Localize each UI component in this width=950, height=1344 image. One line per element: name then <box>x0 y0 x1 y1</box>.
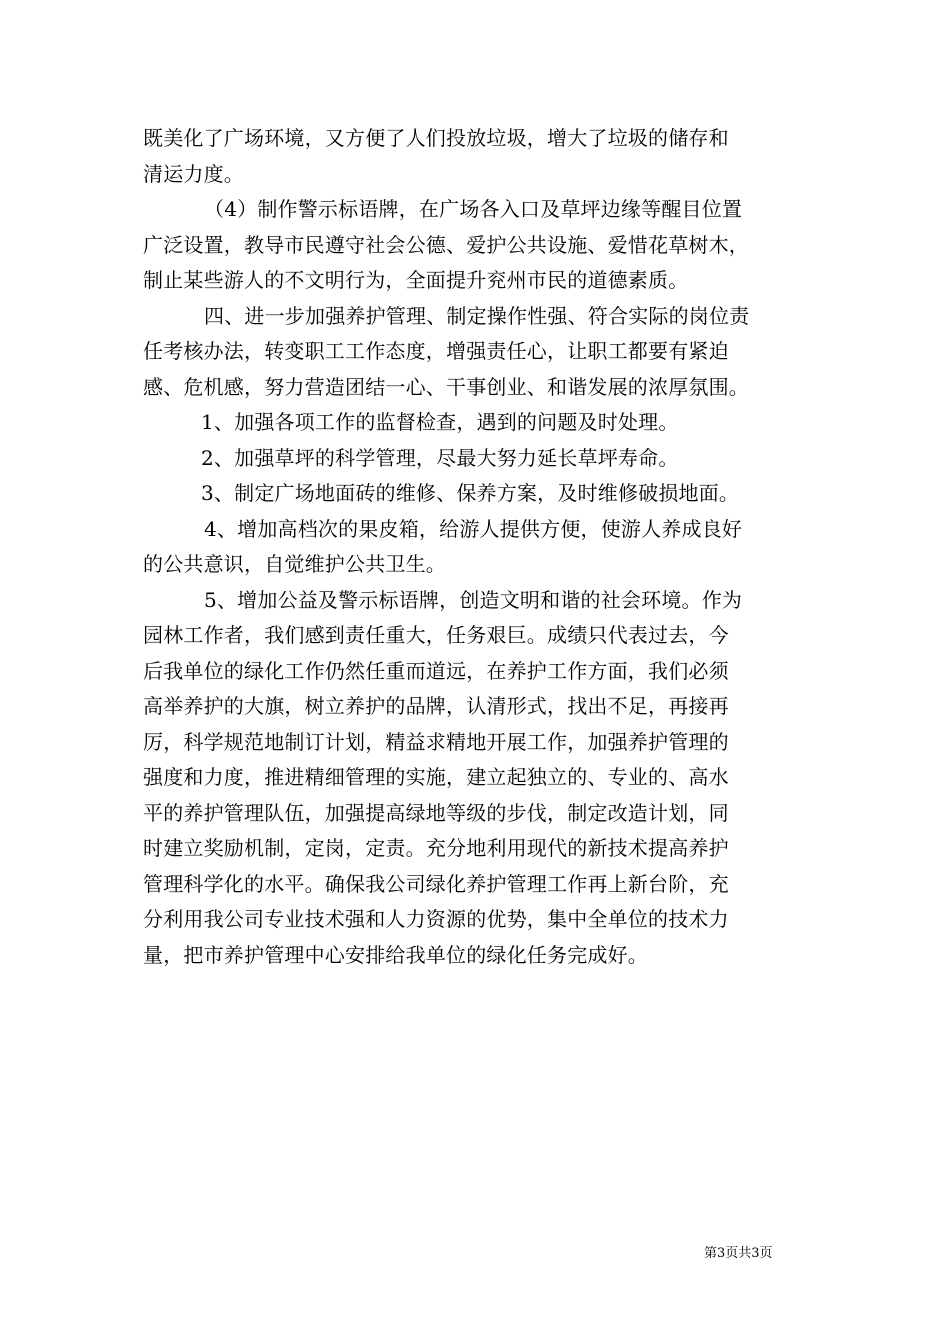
text-line: 量，把市养护管理中心安排给我单位的绿化任务完成好。 <box>143 942 648 967</box>
text-line: 5、增加公益及警示标语牌，创造文明和谐的社会环境。作为 <box>204 587 743 612</box>
text-line: 高举养护的大旗，树立养护的品牌，认清形式，找出不足，再接再 <box>143 694 729 718</box>
text-line: 四、进一步加强养护管理、制定操作性强、符合实际的岗位责 <box>204 303 750 328</box>
text-line: 平的养护管理队伍，加强提高绿地等级的步伐，制定改造计划，同 <box>143 800 729 825</box>
text-line: 任考核办法，转变职工工作态度，增强责任心，让职工都要有紧迫 <box>143 339 729 363</box>
text-line: 的公共意识，自觉维护公共卫生。 <box>143 552 446 576</box>
text-line: 制止某些游人的不文明行为，全面提升兖州市民的道德素质。 <box>143 268 689 292</box>
text-line: 1、加强各项工作的监督检查，遇到的问题及时处理。 <box>201 410 679 434</box>
text-line: 强度和力度，推进精细管理的实施，建立起独立的、专业的、高水 <box>143 765 729 789</box>
text-line: 园林工作者，我们感到责任重大，任务艰巨。成绩只代表过去，今 <box>143 623 729 647</box>
page-number: 第3页共3页 <box>704 1246 773 1261</box>
text-line: 分利用我公司专业技术强和人力资源的优势，集中全单位的技术力 <box>143 907 729 931</box>
text-line: 清运力度。 <box>143 161 244 186</box>
text-line: 后我单位的绿化工作仍然任重而道远，在养护工作方面，我们必须 <box>143 658 729 683</box>
text-line: （4）制作警示标语牌，在广场各入口及草坪边缘等醒目位置 <box>204 197 743 221</box>
text-line: 时建立奖励机制，定岗，定责。充分地利用现代的新技术提高养护 <box>143 836 729 860</box>
text-line: 管理科学化的水平。确保我公司绿化养护管理工作再上新台阶，充 <box>143 871 729 896</box>
text-line: 2、加强草坪的科学管理，尽最大努力延长草坪寿命。 <box>201 445 679 470</box>
text-line: 广泛设置，教导市民遵守社会公德、爱护公共设施、爱惜花草树木， <box>143 232 749 257</box>
text-line: 感、危机感，努力营造团结一心、干事创业、和谐发展的浓厚氛围。 <box>143 374 749 399</box>
document-body <box>143 121 813 973</box>
text-line: 既美化了广场环境，又方便了人们投放垃圾，增大了垃圾的储存和 <box>143 126 729 150</box>
text-line: 厉，科学规范地制订计划，精益求精地开展工作，加强养护管理的 <box>143 729 729 754</box>
text-line: 4、增加高档次的果皮箱，给游人提供方便，使游人养成良好 <box>204 516 743 541</box>
text-line: 3、制定广场地面砖的维修、保养方案，及时维修破损地面。 <box>201 481 740 505</box>
